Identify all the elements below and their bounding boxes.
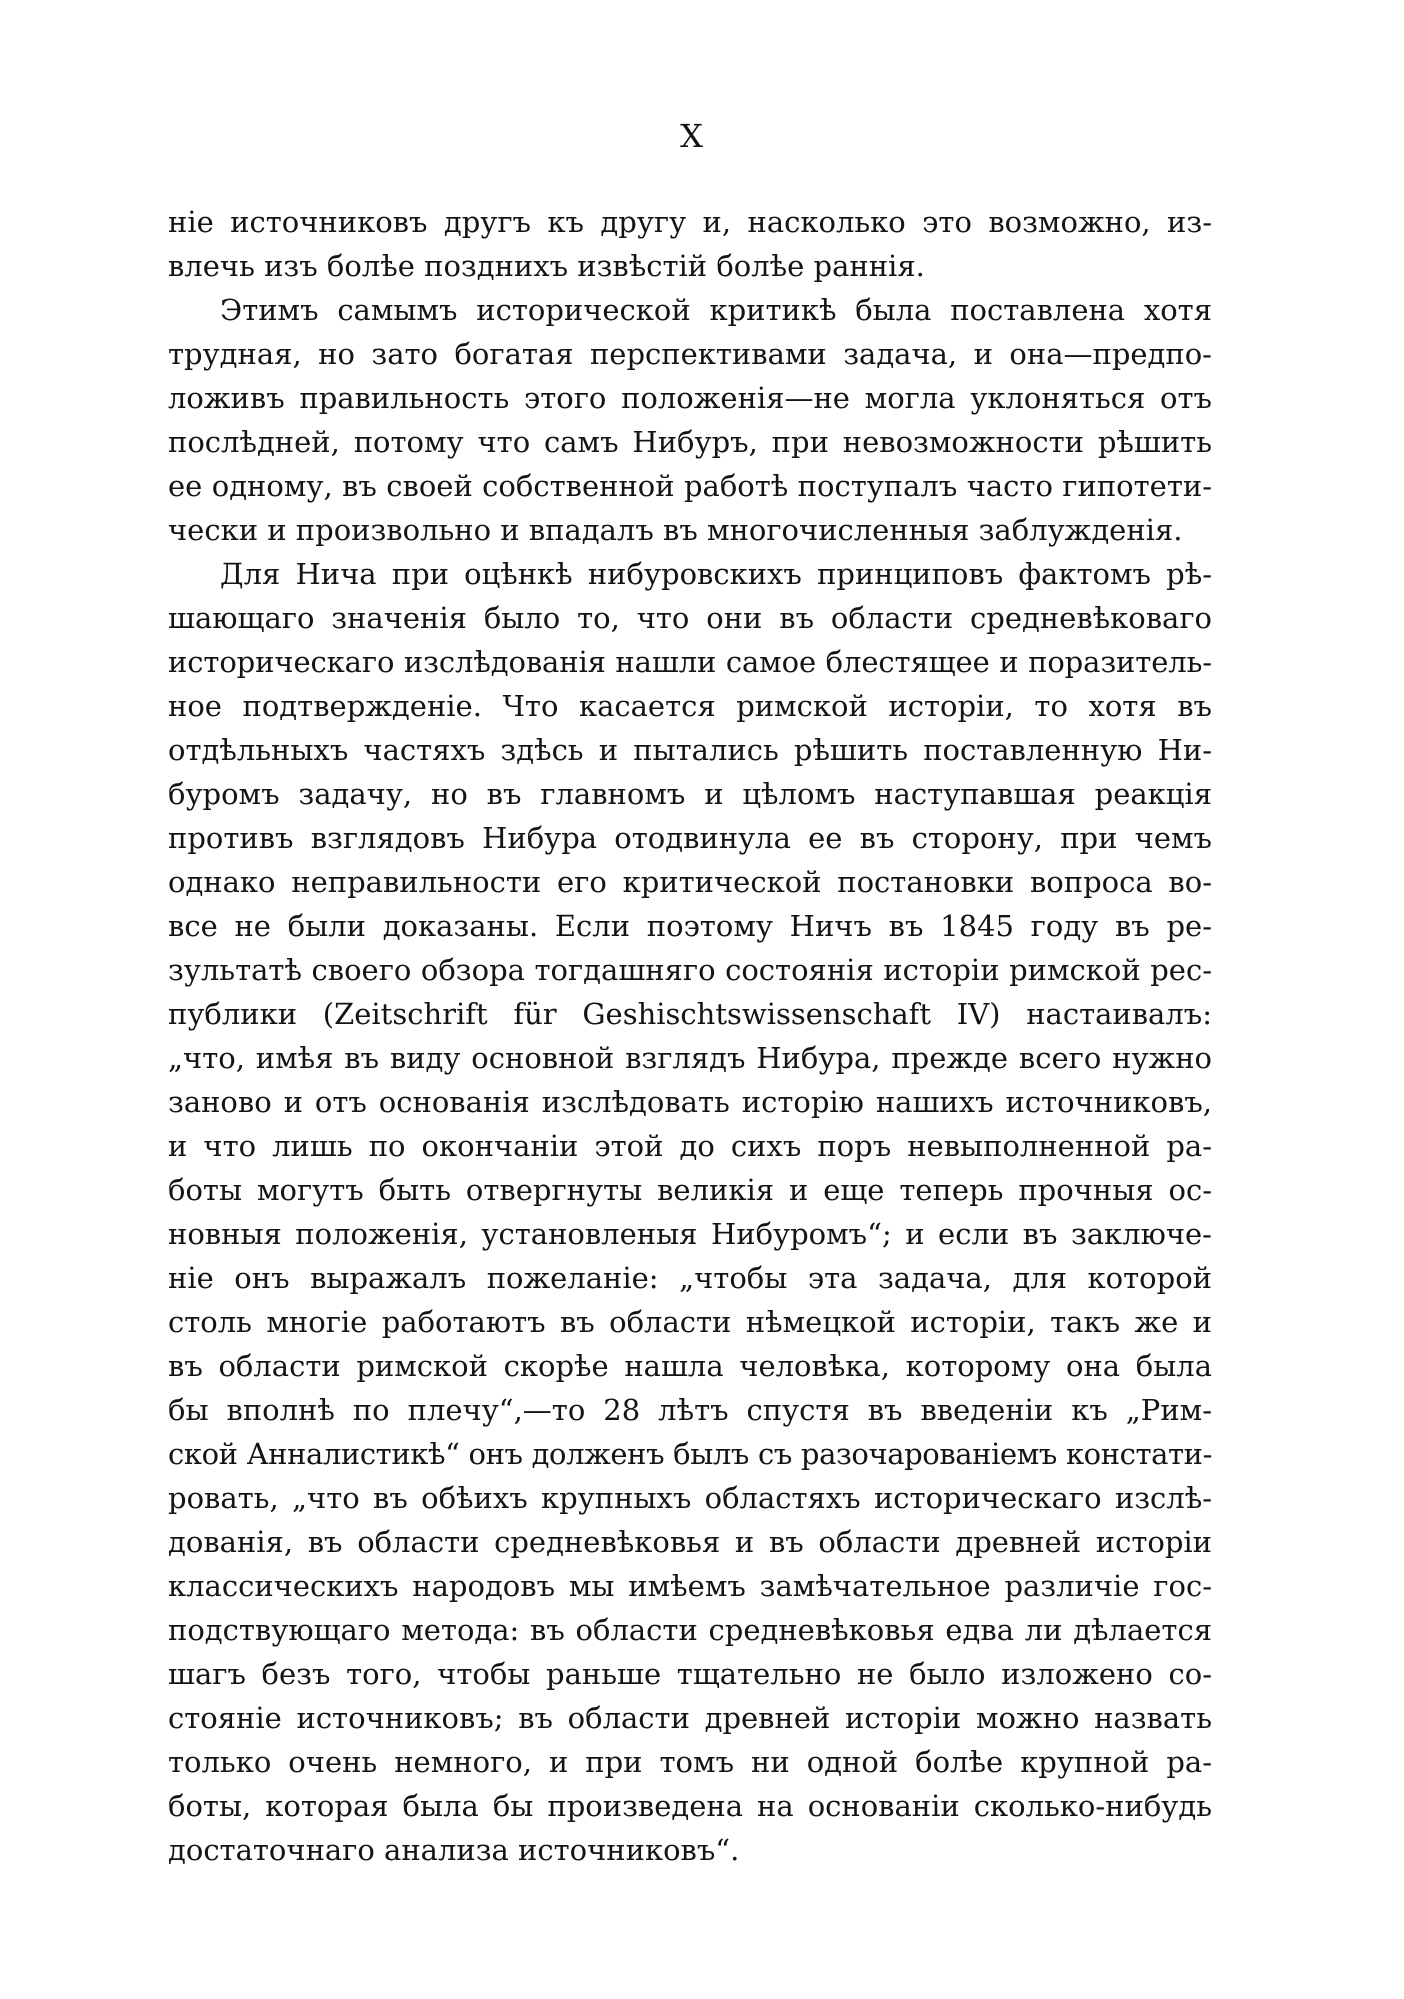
text-line: ніе онъ выражалъ пожеланіе: „чтобы эта задача, для которой [168,1261,1212,1295]
text-line: трудная, но зато богатая перспективами задача, и она—предпо- [168,337,1212,371]
text-line: шагъ безъ того, чтобы раньше тщательно не было изложено со- [168,1657,1212,1691]
text-line: ложивъ правильность этого положенія—не могла уклоняться отъ [168,381,1212,415]
text-line: все не были доказаны. Если поэтому Ничъ въ 1845 году въ ре- [168,909,1212,943]
text-line: только очень немного, и при томъ ни одной болѣе крупной ра- [168,1745,1212,1779]
text-line: дованія, въ области средневѣковья и въ области древней исторіи [168,1525,1212,1559]
text-line: ской Анналистикѣ“ онъ долженъ былъ съ разочарованіемъ констати- [168,1437,1212,1471]
text-line: ніе источниковъ другъ къ другу и, насколько это возможно, из- [168,205,1212,239]
text-line: въ области римской скорѣе нашла человѣка, которому она была [168,1349,1212,1383]
text-line: „что, имѣя въ виду основной взглядъ Нибура, прежде всего нужно [168,1041,1212,1075]
text-line: столь многіе работаютъ въ области нѣмецкой исторіи, такъ же и [168,1305,1212,1339]
text-line: чески и произвольно и впадалъ въ многочисленныя заблужденія. [168,513,1183,547]
text-line: однако неправильности его критической постановки вопроса во- [168,865,1212,899]
text-line: шающаго значенія было то, что они въ области средневѣковаго [168,601,1212,635]
text-line: зультатѣ своего обзора тогдашняго состоянія исторіи римской рес- [168,953,1212,987]
text-line: противъ взглядовъ Нибура отодвинула ее въ сторону, при чемъ [168,821,1212,855]
text-line: буромъ задачу, но въ главномъ и цѣломъ наступавшая реакція [168,777,1212,811]
text-line: подствующаго метода: въ области средневѣковья едва ли дѣлается [168,1613,1212,1647]
page-number: X [680,117,704,155]
text-line: публики (Zeitschrift für Geshischtswissenschaft IV) настаивалъ: [168,997,1212,1031]
text-line: ное подтвержденіе. Что касается римской исторіи, то хотя въ [168,689,1212,723]
text-line: боты могутъ быть отвергнуты великія и еще теперь прочныя ос- [168,1173,1212,1207]
text-line: и что лишь по окончаніи этой до сихъ поръ невыполненной ра- [168,1129,1212,1163]
text-line: послѣдней, потому что самъ Нибуръ, при невозможности рѣшить [168,425,1212,459]
text-line: отдѣльныхъ частяхъ здѣсь и пытались рѣшить поставленную Ни- [168,733,1212,767]
text-line: заново и отъ основанія изслѣдовать исторію нашихъ источниковъ, [168,1085,1212,1119]
text-line: классическихъ народовъ мы имѣемъ замѣчательное различіе гос- [168,1569,1212,1603]
text-line: Этимъ самымъ исторической критикѣ была поставлена хотя [220,293,1212,327]
text-line: бы вполнѣ по плечу“,—то 28 лѣтъ спустя въ введеніи къ „Рим- [168,1393,1212,1427]
text-line: ровать, „что въ обѣихъ крупныхъ областяхъ историческаго изслѣ- [168,1481,1212,1515]
text-line: новныя положенія, установленыя Нибуромъ“; и если въ заключе- [168,1217,1212,1251]
text-line: ее одному, въ своей собственной работѣ поступалъ часто гипотети- [168,469,1212,503]
text-line: стояніе источниковъ; въ области древней исторіи можно назвать [168,1701,1212,1735]
page-body-text [168,200,1212,1872]
text-line: историческаго изслѣдованія нашли самое блестящее и поразитель- [168,645,1212,679]
text-line: достаточнаго анализа источниковъ“. [168,1833,740,1867]
text-line: Для Нича при оцѣнкѣ нибуровскихъ принциповъ фактомъ рѣ- [220,557,1212,591]
text-line: боты, которая была бы произведена на основаніи сколько-нибудь [168,1789,1212,1823]
text-line: влечь изъ болѣе позднихъ извѣстій болѣе раннія. [168,249,925,283]
